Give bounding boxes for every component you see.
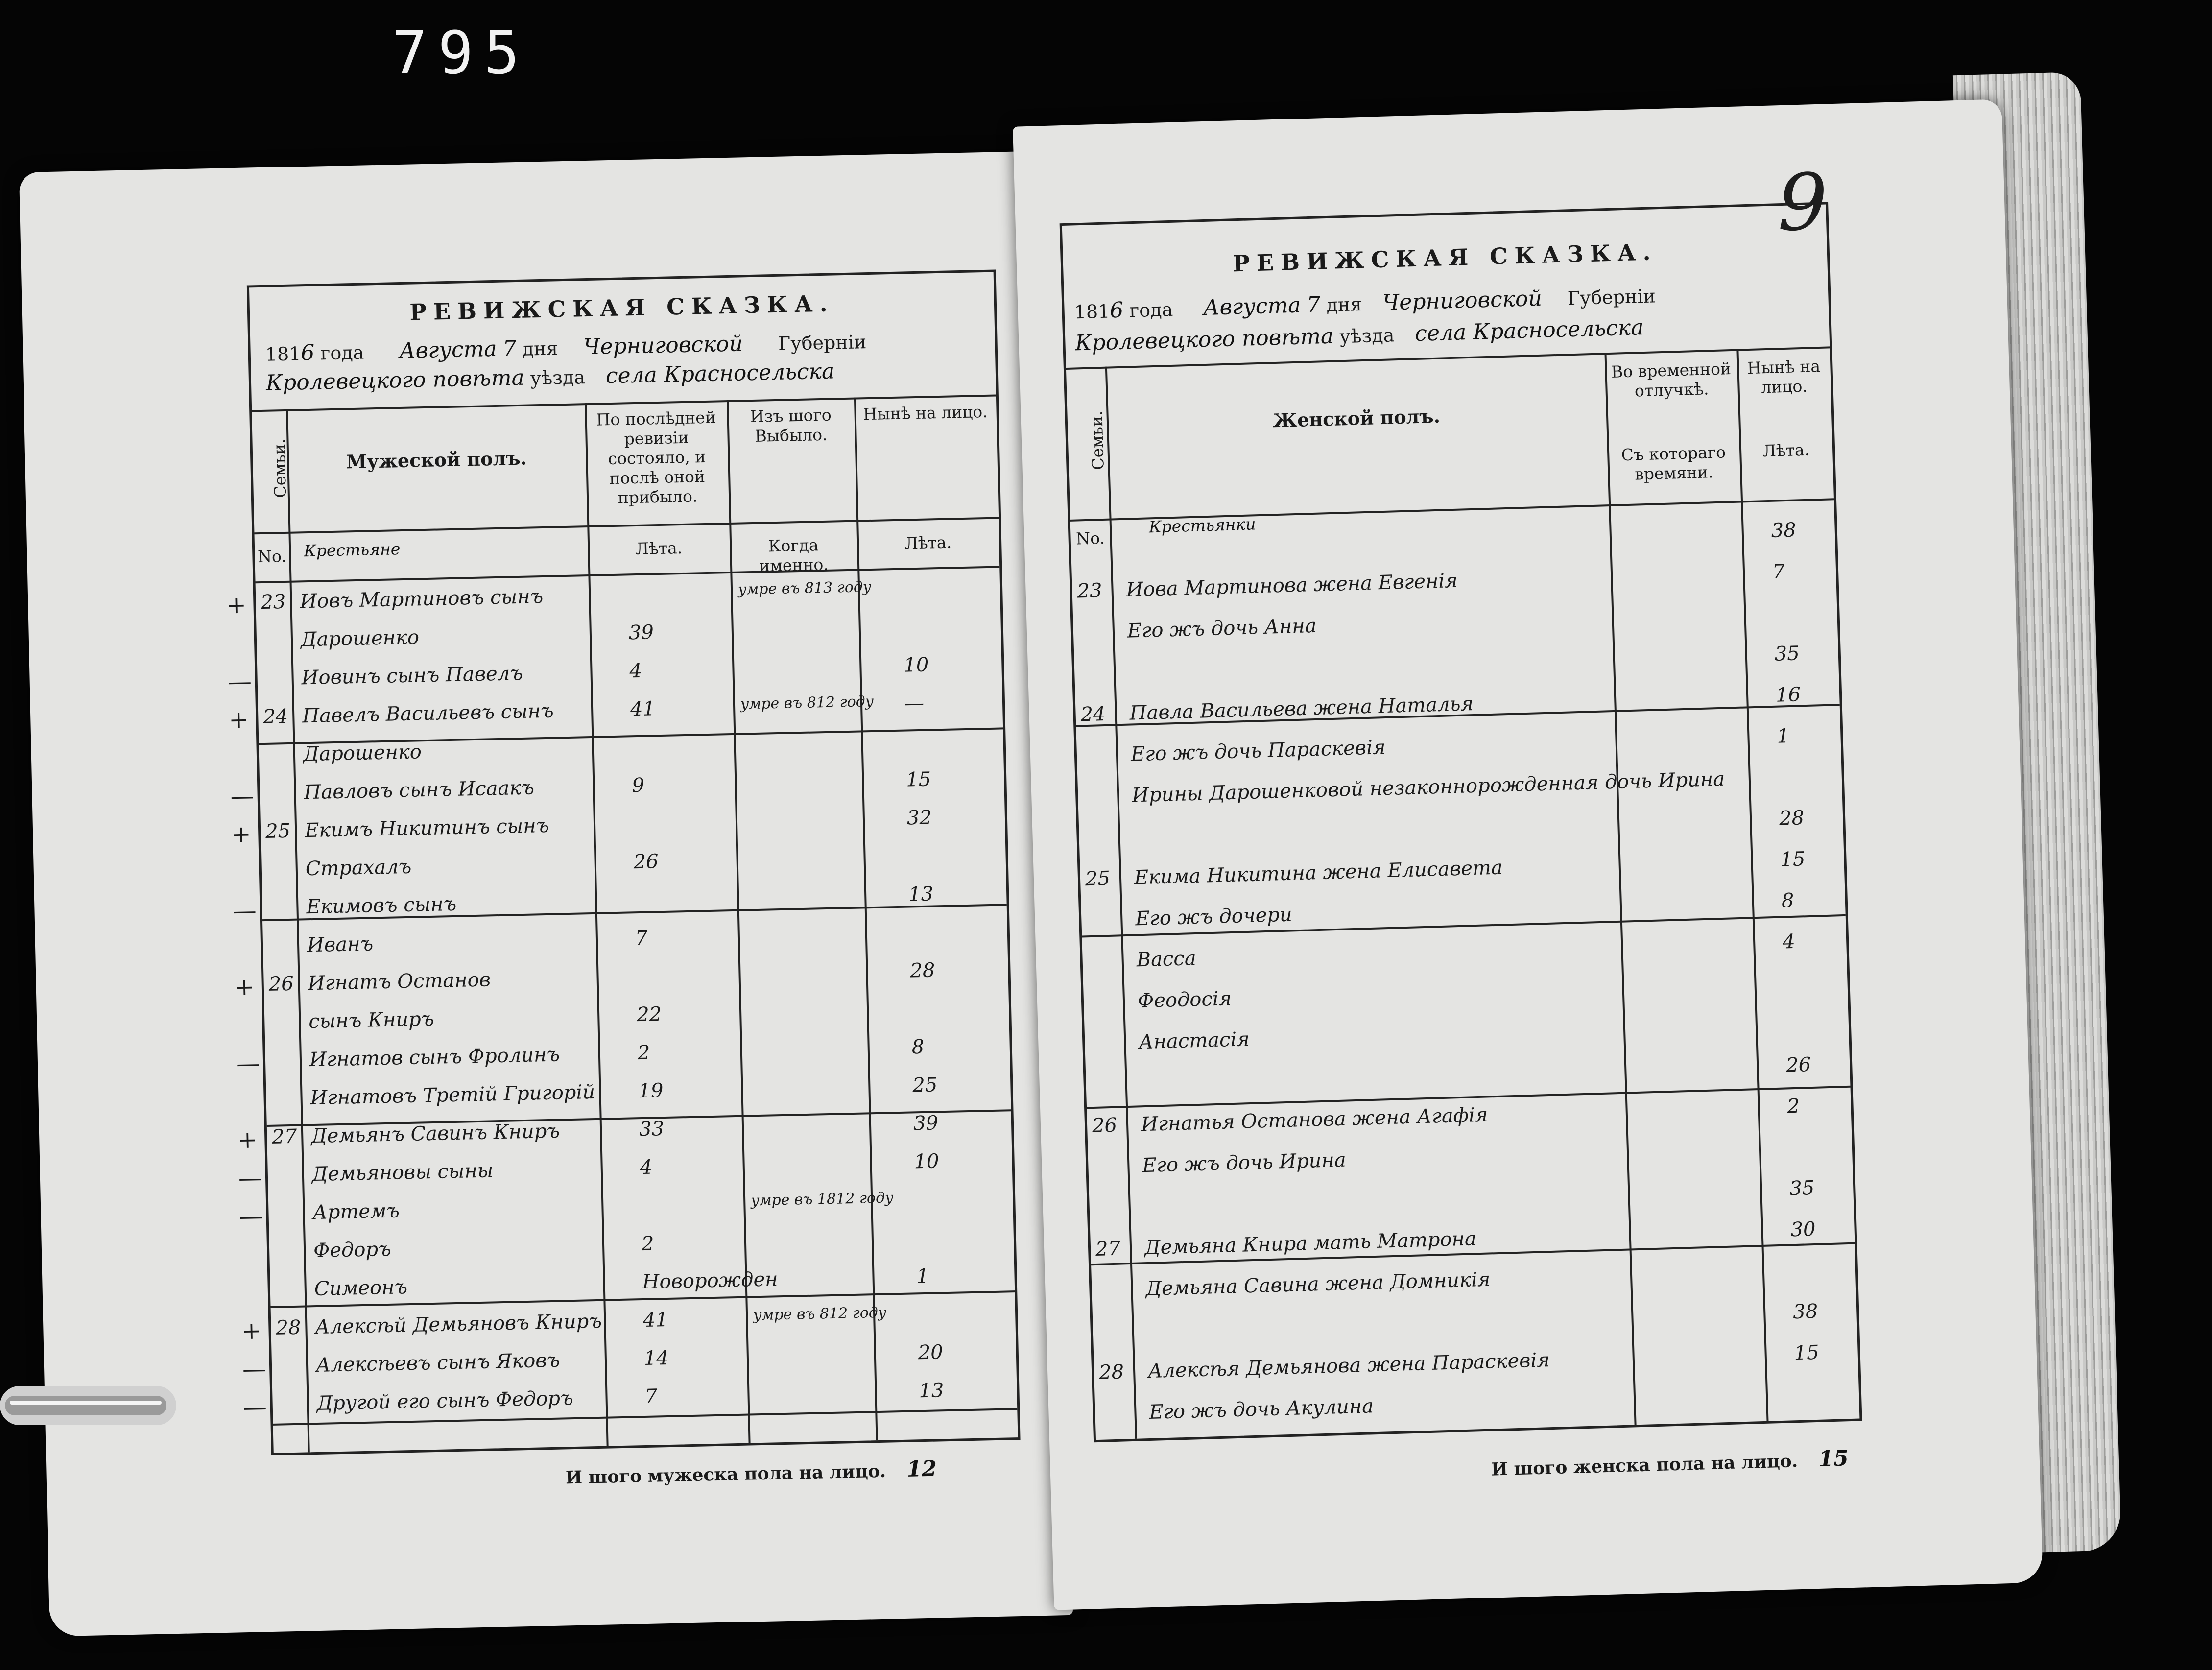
- row-number: 25: [1085, 867, 1111, 891]
- left-table-row: [230, 766, 1004, 811]
- row-number: 24: [1080, 702, 1106, 726]
- right-form-title: РЕВИЖСКАЯ СКАЗКА.: [1232, 239, 1658, 277]
- left-col-present: Нынѣ на лицо.: [863, 402, 988, 424]
- right-table-row: [1086, 1052, 1850, 1102]
- row-age: 7: [644, 1385, 658, 1408]
- row-present: 39: [913, 1112, 939, 1135]
- row-present: 26: [1785, 1053, 1811, 1077]
- left-table-row: [269, 1225, 1014, 1269]
- row-name: Федоръ: [313, 1238, 392, 1263]
- left-col-years2: Лѣта.: [904, 532, 952, 553]
- row-name: Иовинъ сынъ Павелъ: [301, 662, 523, 690]
- left-table-row: [263, 919, 1008, 963]
- row-number: 27: [1095, 1237, 1121, 1261]
- left-table-row: [233, 881, 1007, 925]
- right-table-row: [1081, 888, 1846, 938]
- row-name: Ирины Дарошенковой незаконнорожденная дочь Ирина: [1131, 767, 1725, 807]
- row-present: 38: [1771, 519, 1797, 542]
- row-name: Его жъ дочь Акулина: [1148, 1395, 1374, 1424]
- row-mark: +: [237, 1126, 258, 1154]
- row-name: Иовъ Мартиновъ сынъ: [299, 585, 544, 613]
- row-present: 13: [908, 883, 934, 906]
- row-name: Игнатов сынъ Фролинъ: [309, 1043, 560, 1072]
- left-table-row: [238, 1148, 1012, 1193]
- right-table-row: [1073, 600, 1837, 650]
- row-number: 23: [1076, 579, 1103, 603]
- row-age: 4: [629, 659, 642, 683]
- left-table-row: [228, 652, 1002, 696]
- left-col-years1: Лѣта.: [635, 538, 683, 559]
- row-name: Алексѣй Демьяновъ Книръ: [314, 1310, 602, 1339]
- row-dropped: умре въ 813 году: [737, 578, 872, 598]
- row-name: сынъ Книръ: [308, 1007, 434, 1033]
- right-table-row: [1075, 682, 1840, 732]
- row-number: 28: [1098, 1360, 1124, 1384]
- row-name: Демьяновы сыны: [311, 1159, 494, 1186]
- left-table-row: [242, 1339, 1017, 1384]
- row-mark: —: [238, 1164, 262, 1193]
- row-present: 28: [909, 959, 935, 982]
- row-age: 4: [640, 1156, 653, 1179]
- right-page: [1013, 99, 2043, 1610]
- row-number: 28: [275, 1316, 301, 1339]
- row-name: Игнатовъ Третій Григорій: [310, 1081, 595, 1110]
- row-age: 39: [628, 621, 654, 644]
- right-district-line: Кролевецкого повѣта уѣзда села Красносельска: [1074, 314, 1644, 356]
- row-mark: —: [243, 1393, 267, 1422]
- row-mark: —: [233, 897, 257, 925]
- right-table-row: [1087, 1094, 1851, 1144]
- left-table-row: [239, 1187, 1013, 1231]
- row-present: 28: [1779, 807, 1805, 830]
- row-name: Его жъ дочь Параскевія: [1130, 736, 1386, 766]
- left-table-row: [236, 1034, 1010, 1078]
- frame-number: 795: [392, 20, 530, 88]
- left-form-title: РЕВИЖСКАЯ СКАЗКА.: [409, 290, 835, 326]
- right-table-row: [1089, 1176, 1854, 1226]
- right-col-years: Лѣта.: [1762, 440, 1810, 461]
- row-present: 4: [1782, 930, 1796, 954]
- row-dropped: умре въ 1812 году: [750, 1189, 894, 1210]
- row-age: 7: [635, 927, 648, 950]
- right-table-row: [1085, 1011, 1849, 1061]
- row-name: Демьяна Савина жена Домникія: [1145, 1268, 1491, 1301]
- row-number: 26: [268, 972, 294, 996]
- row-age: 2: [641, 1232, 654, 1256]
- left-revision-form: [226, 269, 1021, 1455]
- left-table-row: [264, 996, 1009, 1040]
- row-name: Демьяна Книра мать Матрона: [1144, 1227, 1477, 1260]
- right-table-row: [1094, 1340, 1858, 1390]
- row-name: Павловъ сынъ Исаакъ: [304, 776, 535, 804]
- left-col-gender: Мужеской полъ.: [346, 447, 527, 473]
- left-table-row: [231, 805, 1005, 849]
- binder-clip: [0, 1376, 181, 1435]
- left-table-row: [270, 1263, 1015, 1307]
- row-present: 25: [912, 1074, 938, 1097]
- row-age: 2: [637, 1041, 650, 1065]
- row-present: 35: [1774, 642, 1800, 666]
- right-footer: И шого женска пола на лицо. 15: [1491, 1446, 1849, 1480]
- row-mark: —: [230, 782, 255, 811]
- right-col-present: Нынѣ на лицо.: [1747, 356, 1821, 397]
- row-present: 7: [1772, 560, 1785, 583]
- row-age: 26: [633, 850, 659, 874]
- row-name: Его жъ дочь Анна: [1127, 614, 1317, 643]
- row-name: Его жъ дочери: [1135, 903, 1293, 930]
- row-name: Анастасія: [1138, 1028, 1250, 1054]
- row-mark: —: [228, 668, 252, 696]
- left-table-row: [257, 614, 1001, 658]
- row-mark: —: [242, 1355, 266, 1384]
- row-number: 24: [262, 705, 288, 729]
- row-dropped: умре въ 812 году: [740, 692, 874, 713]
- right-date-line: 1816 года Августа 7 дня Черниговской Губерніи: [1074, 285, 1656, 323]
- right-table-row: [1092, 1258, 1856, 1308]
- right-table-row: [1093, 1299, 1857, 1349]
- row-mark: +: [234, 973, 255, 1002]
- row-present: 35: [1789, 1176, 1815, 1200]
- row-mark: +: [226, 591, 247, 620]
- right-col-gender: Женской полъ.: [1272, 405, 1441, 432]
- right-table-row: [1074, 641, 1839, 691]
- row-mark: +: [228, 706, 249, 734]
- left-col-last-revision: По послѣдней ревизіи состояло, и послѣ оной прибыло.: [596, 407, 716, 507]
- row-name: Его жъ дочь Ирина: [1142, 1148, 1347, 1177]
- left-table-row: [228, 690, 1003, 734]
- row-present: 8: [911, 1035, 925, 1059]
- right-table-row: [1076, 723, 1841, 773]
- right-table-row: [1072, 559, 1836, 609]
- left-table-row: [241, 1301, 1016, 1345]
- right-table-row: [1078, 764, 1842, 814]
- row-mark: —: [239, 1202, 263, 1231]
- left-footer: И шого мужеска пола на лицо. 12: [565, 1456, 937, 1488]
- left-district-line: Кролевецкого повѣта уѣзда села Красносельска: [265, 358, 835, 396]
- row-age: 41: [642, 1308, 668, 1332]
- row-name: Павелъ Васильевъ сынъ: [302, 699, 554, 728]
- row-name: Иванъ: [307, 932, 374, 957]
- row-present: 1: [1776, 725, 1790, 748]
- left-table-row: [243, 1378, 1017, 1422]
- left-col-no: No.: [257, 546, 287, 567]
- row-age: 9: [631, 774, 645, 797]
- row-name: Симеонъ: [314, 1276, 408, 1301]
- row-name: Другой его сынъ Федоръ: [316, 1387, 574, 1415]
- row-present: 38: [1792, 1300, 1818, 1324]
- row-name: Игнатъ Останов: [308, 968, 491, 995]
- left-date-line: 1816 года Августа 7 дня Черниговской Губерніи: [265, 331, 867, 366]
- row-name: Алексѣевъ сынъ Яковъ: [315, 1349, 560, 1377]
- row-present: 10: [914, 1150, 940, 1173]
- row-name: Алексѣя Демьянова жена Параскевія: [1147, 1349, 1550, 1383]
- row-age: 19: [638, 1079, 664, 1103]
- row-name: Дарошенко: [300, 626, 420, 651]
- row-name: Артемъ: [312, 1199, 400, 1224]
- right-table-row: [1095, 1382, 1859, 1431]
- right-table-row: [1088, 1135, 1853, 1185]
- right-col-temporary: Во временной отлучкѣ.: [1611, 359, 1732, 401]
- row-age: 14: [643, 1346, 669, 1370]
- row-age: 33: [639, 1118, 665, 1141]
- row-name: Васса: [1136, 947, 1197, 972]
- row-present: 30: [1790, 1217, 1816, 1241]
- left-table-row: [226, 575, 1000, 620]
- row-age: 22: [636, 1003, 662, 1026]
- row-dropped: умре въ 812 году: [753, 1304, 887, 1324]
- right-col-since: Съ котораго времяни.: [1621, 442, 1726, 484]
- row-name: Игнатья Останова жена Агафія: [1141, 1103, 1488, 1136]
- row-present: 13: [918, 1379, 944, 1403]
- right-table-row: [1079, 806, 1843, 856]
- row-present: 20: [918, 1341, 944, 1364]
- right-table-row: [1082, 929, 1847, 979]
- row-mark: —: [236, 1050, 260, 1078]
- left-table-row: [266, 1072, 1011, 1116]
- row-present: 15: [1794, 1341, 1820, 1365]
- row-present: 8: [1781, 889, 1794, 912]
- right-table-row: [1080, 847, 1844, 897]
- row-name: Екимъ Никитинъ сынъ: [304, 814, 549, 842]
- row-mark: +: [231, 820, 252, 849]
- row-name: Иова Мартинова жена Евгенія: [1125, 569, 1458, 601]
- row-number: 25: [265, 819, 291, 843]
- right-col-family: Семьи.: [1087, 410, 1108, 471]
- row-present: 32: [906, 806, 932, 830]
- row-name: Павла Васильева жена Наталья: [1129, 692, 1474, 725]
- left-table-row: [234, 957, 1008, 1002]
- row-mark: +: [241, 1317, 262, 1345]
- row-number: 26: [1092, 1114, 1118, 1138]
- left-estate: Крестьяне: [303, 539, 401, 561]
- right-revision-form: [1060, 202, 1862, 1442]
- left-col-dropped: Изъ шого Выбыло.: [750, 405, 832, 446]
- row-age: 41: [630, 697, 656, 721]
- row-name: Феодосія: [1137, 987, 1232, 1013]
- right-table-row: [1091, 1217, 1855, 1267]
- row-age: Новорожден: [642, 1268, 778, 1294]
- row-present: 15: [905, 768, 931, 791]
- row-name: Екима Никитина жена Елисавета: [1134, 856, 1503, 889]
- row-present: 15: [1780, 848, 1806, 871]
- right-estate: Крестьянки: [1148, 514, 1256, 537]
- row-name: Екимовъ сынъ: [306, 892, 457, 919]
- row-name: Дарошенко: [303, 740, 422, 766]
- row-present: 16: [1775, 683, 1801, 707]
- row-name: Демьянъ Савинъ Книръ: [310, 1120, 560, 1148]
- row-number: 23: [260, 591, 286, 614]
- row-present: 10: [903, 653, 929, 677]
- left-col-when: Когда именно.: [759, 535, 829, 575]
- row-number: 27: [271, 1125, 297, 1148]
- left-table-row: [261, 843, 1006, 887]
- row-present: —: [904, 692, 925, 715]
- folio-number: 9: [1778, 157, 1828, 248]
- row-present: 1: [916, 1264, 929, 1288]
- row-name: Страхалъ: [305, 855, 412, 881]
- right-col-no: No.: [1075, 528, 1105, 549]
- left-col-family: Семьи.: [269, 438, 290, 499]
- right-table-row: [1083, 970, 1848, 1020]
- row-present: 2: [1786, 1095, 1800, 1118]
